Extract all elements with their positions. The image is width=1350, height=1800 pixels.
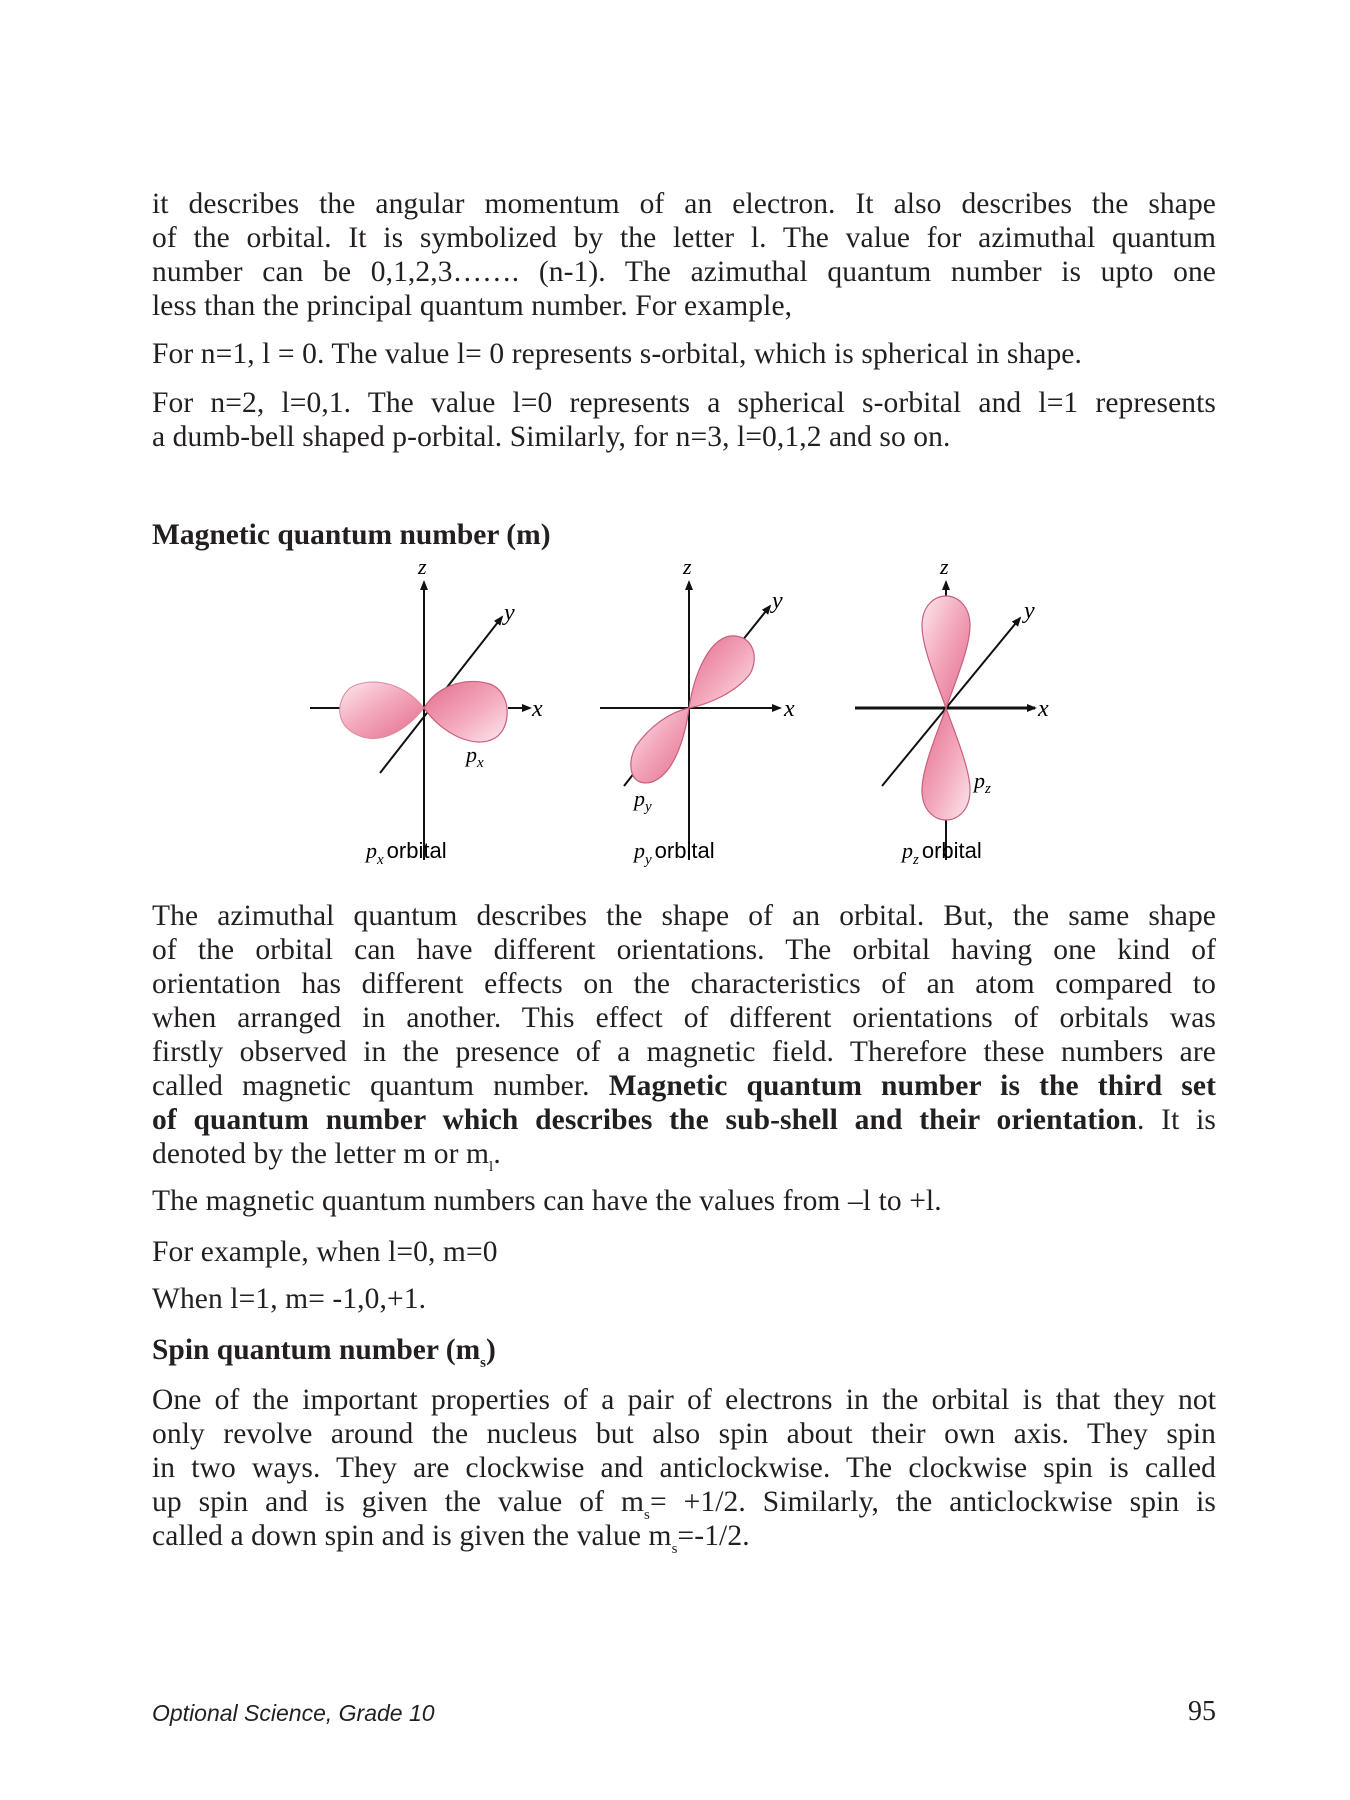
spin-paragraph — [152, 1383, 1217, 1557]
x-axis-label: x — [532, 696, 543, 722]
definition-bold: Magnetic quantum number is the third set — [608, 1070, 1216, 1102]
p-orbitals-figure — [290, 560, 1090, 880]
intro-line: it describes the angular momentum of an electron. It also describes the shape — [152, 188, 1216, 220]
intro-paragraph — [152, 187, 1216, 323]
spin-heading: Spin quantum number $(m_s)$ — [152, 1334, 496, 1371]
magnetic-range — [152, 1184, 1216, 1218]
intro-line: number can be 0,1,2,3……. (n-1). The azimuthal quantum number is upto one — [152, 256, 1216, 288]
y-axis-label: y — [1024, 598, 1035, 624]
magnetic-example-a — [152, 1235, 1216, 1269]
py-orbital-caption: $p_y$ orbital — [634, 838, 715, 868]
magnetic-line: The azimuthal quantum describes the shape of an orbital. But, the same shape — [152, 900, 1216, 932]
example-n1-text: For n=1, l = 0. The value l= 0 represents s-orbital, which is spherical in shape. — [152, 338, 1082, 370]
z-axis-label: z — [683, 560, 692, 579]
z-axis-label: z — [418, 560, 427, 579]
spin-line: up spin and is given the value of $m_s= +1/2$. Similarly, the anticlockwise spin is — [152, 1486, 1217, 1523]
magnetic-example-a-text: For example, when l=0, m=0 — [152, 1236, 498, 1268]
pz-orbital-diagram — [855, 560, 1049, 868]
x-axis-label: x — [784, 696, 795, 722]
pz-lobe-label: $p_z$ — [974, 768, 991, 797]
footer-book-title: Optional Science, Grade 10 — [152, 1700, 435, 1726]
magnetic-line: firstly observed in the presence of a magnetic field. Therefore these numbers are — [152, 1036, 1216, 1068]
px-orbital-caption: $p_x$ orbital — [366, 838, 447, 868]
magnetic-paragraph — [152, 899, 1216, 1175]
spin-line: One of the important properties of a pair of electrons in the orbital is that they not — [152, 1384, 1216, 1416]
example-n2-line: For n=2, l=0,1. The value l=0 represents a spherical s-orbital and l=1 represents — [152, 387, 1216, 419]
py-lobe-label: $p_y$ — [634, 786, 652, 815]
magnetic-heading: Magnetic quantum number (m) — [152, 519, 551, 551]
px-orbital-diagram — [310, 560, 543, 868]
example-n2 — [152, 386, 1216, 454]
example-n1 — [152, 337, 1216, 371]
intro-line: of the orbital. It is symbolized by the letter l. The value for azimuthal quantum — [152, 222, 1216, 254]
y-axis-label: y — [772, 588, 783, 614]
y-axis-label: y — [504, 600, 515, 626]
magnetic-line: orientation has different effects on the characteristics of an atom compared to — [152, 968, 1216, 1000]
magnetic-line: of the orbital can have different orientations. The orbital having one kind of — [152, 934, 1216, 966]
x-axis-label: x — [1038, 696, 1049, 722]
magnetic-line: called magnetic quantum number. Magnetic quantum number is the third set — [152, 1070, 1216, 1102]
intro-line: less than the principal quantum number. For example, — [152, 290, 793, 322]
spin-line: only revolve around the nucleus but also spin about their own axis. They spin — [152, 1418, 1216, 1450]
spin-line: in two ways. They are clockwise and anticlockwise. The clockwise spin is called — [152, 1452, 1216, 1484]
py-orbital-diagram — [600, 560, 795, 868]
page-number: 95 — [1188, 1696, 1216, 1727]
magnetic-example-b — [152, 1282, 1216, 1316]
pz-orbital-caption: $p_z$ orbital — [902, 838, 982, 868]
z-axis-label: z — [940, 560, 949, 579]
magnetic-range-text: The magnetic quantum numbers can have the values from –l to +l. — [152, 1185, 942, 1217]
definition-bold: of quantum number which describes the sub-shell and their orientation — [152, 1104, 1137, 1136]
magnetic-line: of quantum number which describes the sub-shell and their orientation. It is — [152, 1104, 1216, 1136]
magnetic-example-b-text: When l=1, m= -1,0,+1. — [152, 1283, 427, 1315]
example-n2-line: a dumb-bell shaped p-orbital. Similarly, for n=3, l=0,1,2 and so on. — [152, 421, 951, 453]
magnetic-line: when arranged in another. This effect of different orientations of orbitals was — [152, 1002, 1216, 1034]
magnetic-line: denoted by the letter m or $m_l$. — [152, 1138, 501, 1175]
px-lobe-label: $p_x$ — [466, 742, 484, 771]
spin-line: called a down spin and is given the value $m_s=-1/2$. — [152, 1520, 750, 1557]
